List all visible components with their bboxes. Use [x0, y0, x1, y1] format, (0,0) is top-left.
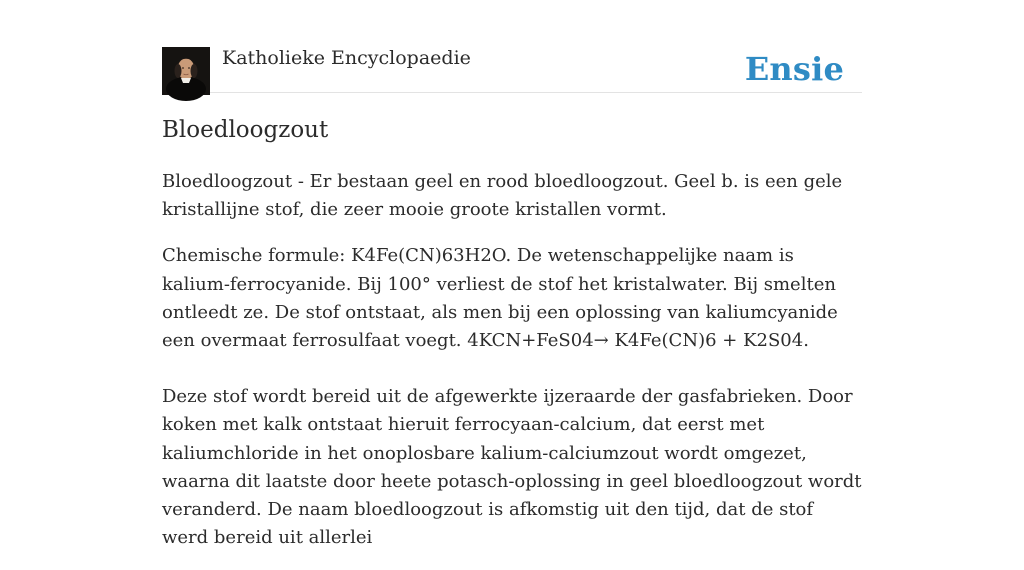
article-title: Bloedloogzout — [162, 117, 329, 143]
portrait-avatar-graphic — [162, 47, 210, 95]
site-header — [162, 0, 862, 93]
article-page — [162, 0, 862, 549]
article-body — [162, 168, 862, 570]
portrait-avatar-icon[interactable] — [162, 47, 210, 95]
brand-logo-link[interactable]: Ensie — [744, 50, 844, 88]
article-paragraph: Deze stof wordt bereid uit de afgewerkte ijzeraarde der gasfabrieken. Door koken met kalk ontstaat hieruit ferrocyaan-calcium, dat eerst met kaliumchloride in het onoplosbare kalium-calciumzout wordt omgezet, waarna dit laatste door heete potasch-oplossing in geel bloedloogzout wordt veranderd. De naam bloedloogzout is afkomstig uit den tijd, dat de stof werd bereid uit allerlei — [162, 386, 862, 549]
article-paragraph: Chemische formule: K4Fe(CN)63H2O. De wetenschappelijke naam is kalium-ferrocyanide. Bij 100° verliest de stof het kristalwater. Bij smelten ontleedt ze. De stof ontstaat, als men bij een oplossing van kaliumcyanide een overmaat ferrosulfaat voegt. 4KCN+FeS04→ K4Fe(CN)6 + K2S04. — [162, 245, 838, 352]
site-name[interactable]: Katholieke Encyclopaedie — [222, 47, 471, 69]
article-paragraph: Bloedloogzout - Er bestaan geel en rood bloedloogzout. Geel b. is een gele kristallijne stof, die zeer mooie groote kristallen vormt. — [162, 171, 843, 221]
